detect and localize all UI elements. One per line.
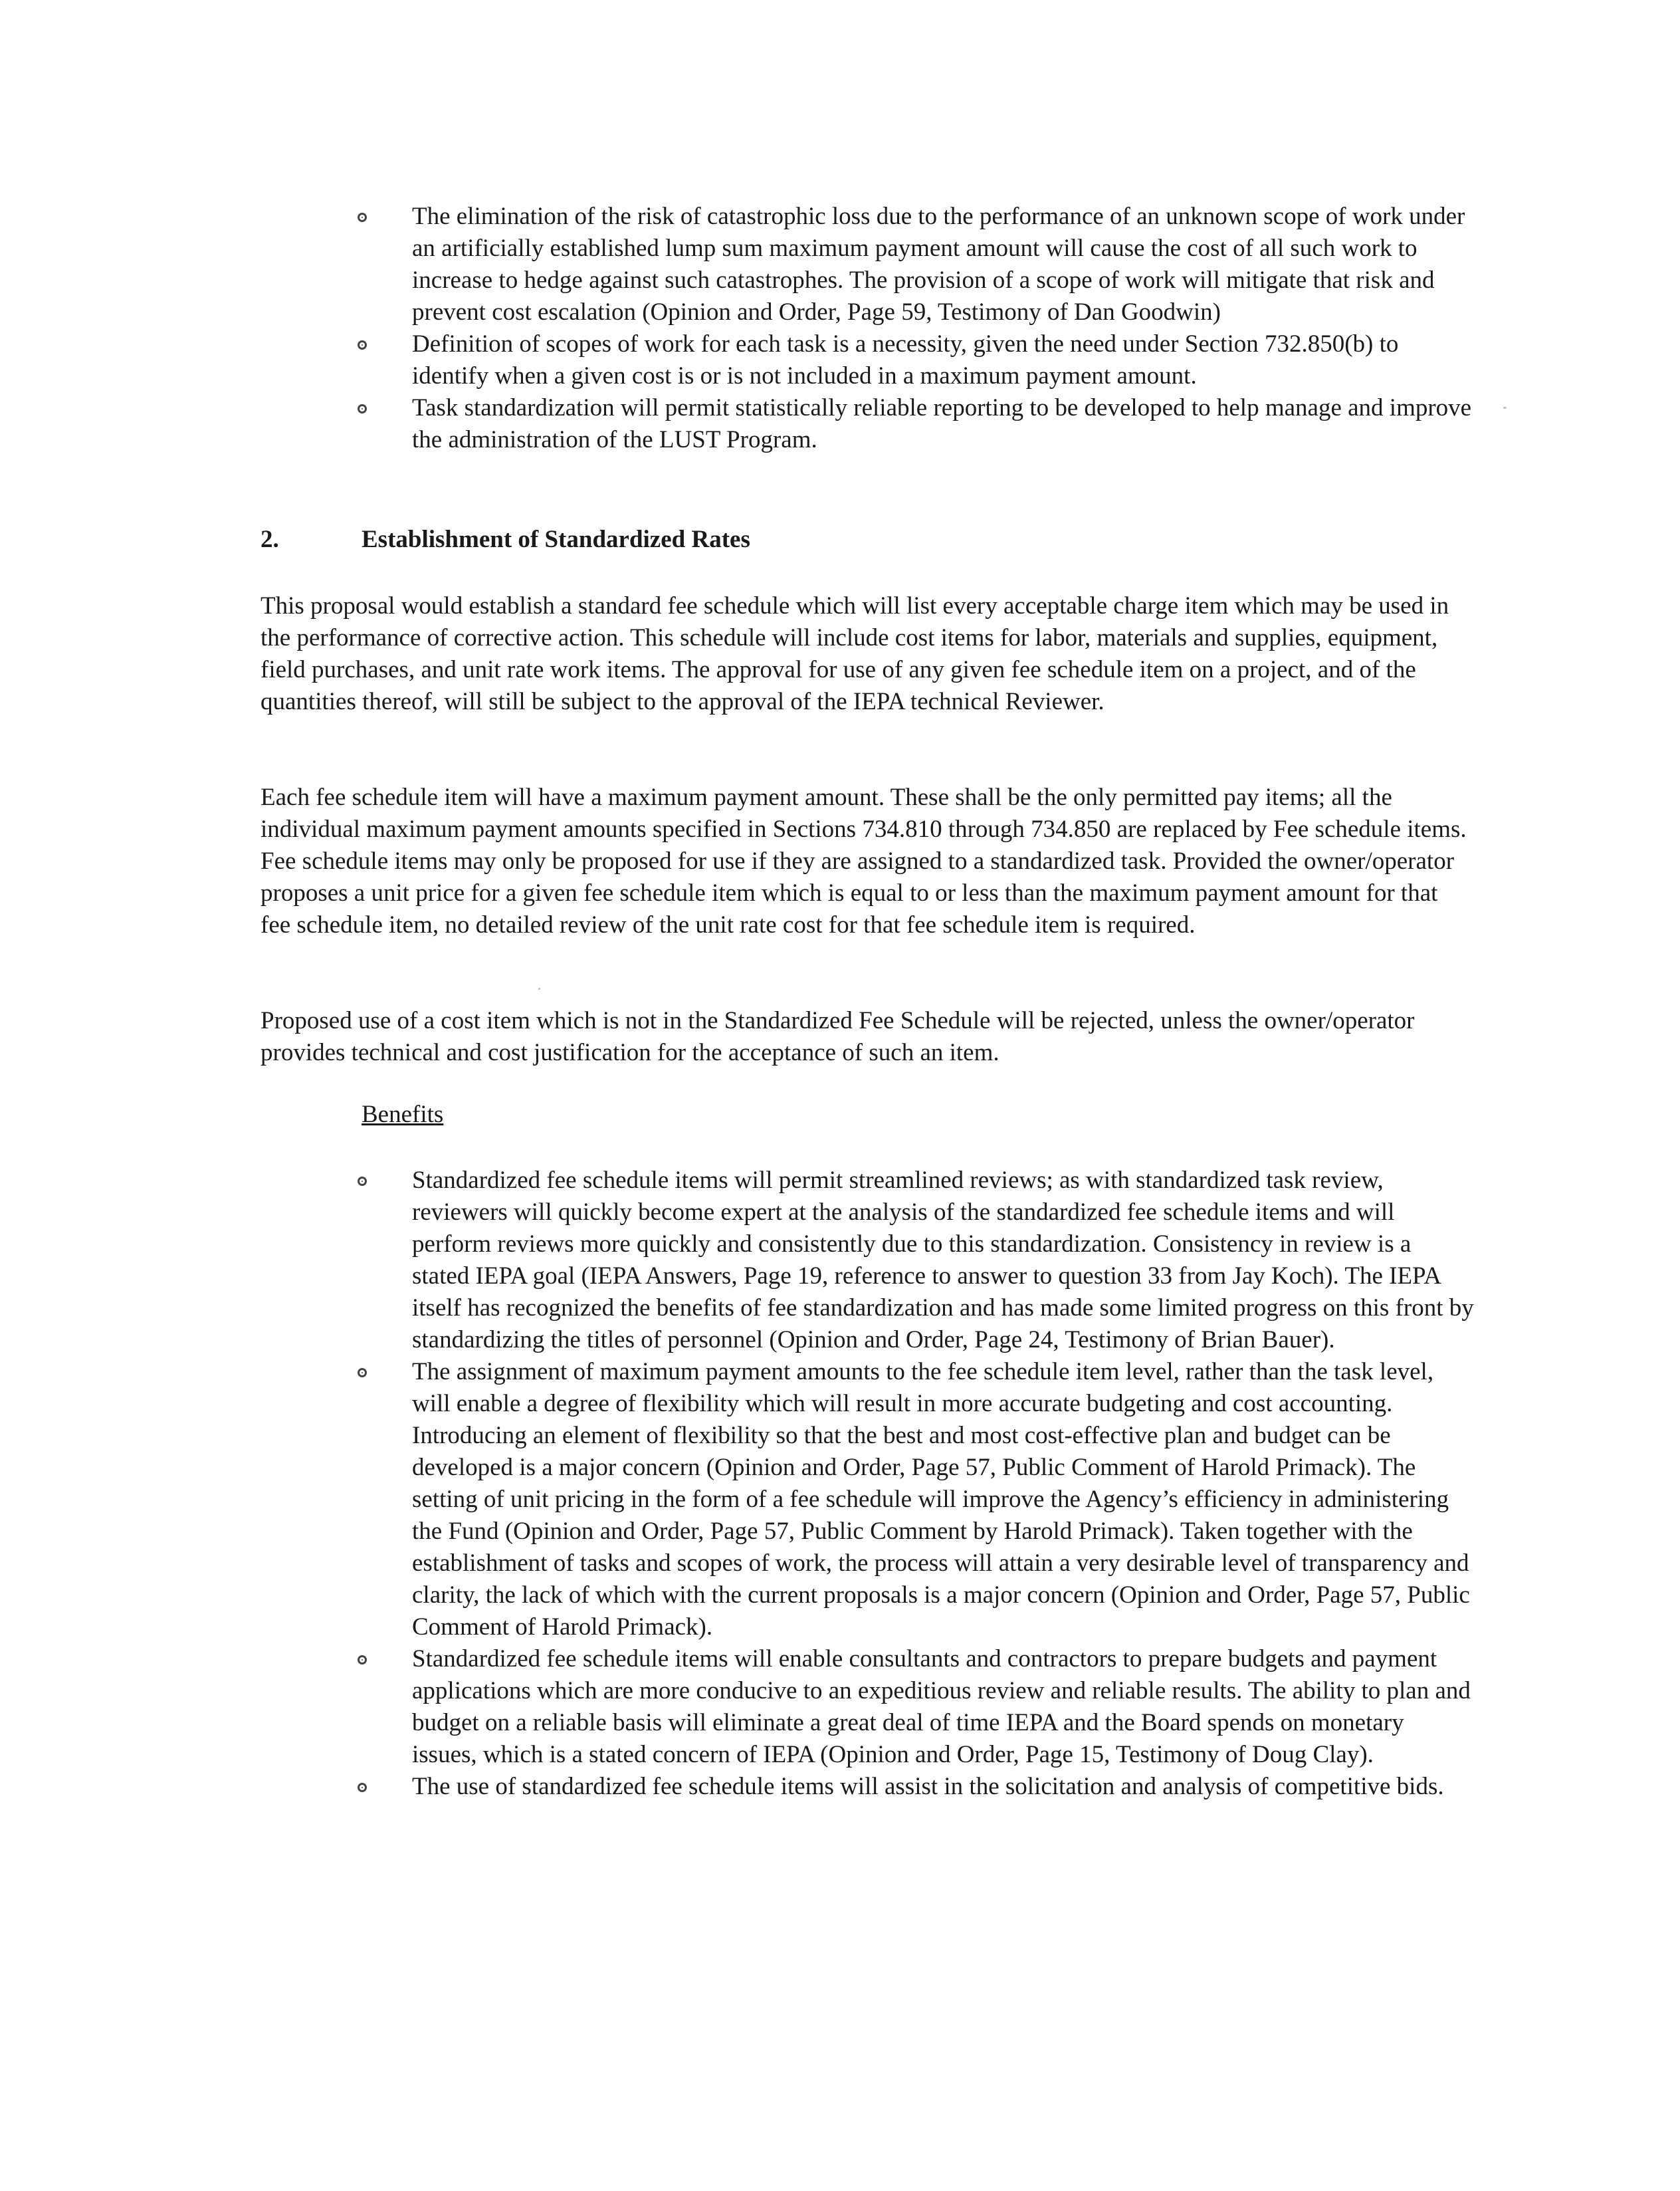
- paragraph: Each fee schedule item will have a maximum payment amount. These shall be the only permitted pay items; all the individual maximum payment amounts specified in Sections 734.810 through 734.850 are replaced by Fee schedule items. Fee schedule items may only be proposed for use if they are assigned to a standardized task. Provided the owner/operator proposes a unit price for a given fee schedule item which is equal to or less than the maximum payment amount for that fee schedule item, no detailed review of the unit rate cost for that fee schedule item is required.: [261, 784, 1467, 939]
- scan-speck: [1503, 407, 1507, 409]
- circle-bullet-icon: [358, 213, 367, 222]
- scan-speck: [538, 988, 540, 990]
- circle-bullet-icon: [358, 1368, 367, 1377]
- list-item: [358, 1165, 1474, 1356]
- list-item-text: The use of standardized fee schedule items will assist in the solicitation and analysis of competitive bids.: [412, 1773, 1444, 1800]
- section-title: Establishment of Standardized Rates: [362, 526, 750, 553]
- list-item: [358, 392, 1474, 456]
- paragraph: This proposal would establish a standard fee schedule which will list every acceptable charge item which may be used in the performance of corrective action. This schedule will include cost items for labor, materials and supplies, equipment, field purchases, and unit rate work items. The approval for use of any given fee schedule item on a project, and of the quantities thereof, will still be subject to the approval of the IEPA technical Reviewer.: [261, 592, 1449, 715]
- list-item-text: The assignment of maximum payment amounts to the fee schedule item level, rather than the task level, will enable a degree of flexibility which will result in more accurate budgeting and cost accounting. Introducing an element of flexibility so that the best and most cost-effective plan and budget can be developed is a major concern (Opinion and Order, Page 57, Public Comment of Harold Primack). The setting of unit pricing in the form of a fee schedule will improve the Agency’s efficiency in administering the Fund (Opinion and Order, Page 57, Public Comment by Harold Primack). Taken together with the establishment of tasks and scopes of work, the process will attain a very desirable level of transparency and clarity, the lack of which with the current proposals is a major concern (Opinion and Order, Page 57, Public Comment of Harold Primack).: [412, 1358, 1470, 1641]
- list-item: [358, 1771, 1474, 1803]
- top-bullet-list: [358, 201, 1474, 456]
- list-item: [358, 1643, 1474, 1771]
- list-item-text: The elimination of the risk of catastrophic loss due to the performance of an unknown scope of work under an artificially established lump sum maximum payment amount will cause the cost of all such work to increase to hedge against such catastrophes. The provision of a scope of work will mitigate that risk and prevent cost escalation (Opinion and Order, Page 59, Testimony of Dan Goodwin): [412, 203, 1465, 326]
- paragraph: Proposed use of a cost item which is not in the Standardized Fee Schedule will be rejected, unless the owner/operator provides technical and cost justification for the acceptance of such an item.: [261, 1007, 1415, 1066]
- section-number: 2.: [261, 526, 279, 553]
- list-item-text: Standardized fee schedule items will permit streamlined reviews; as with standardized task review, reviewers will quickly become expert at the analysis of the standardized fee schedule items and will perform reviews more quickly and consistently due to this standardization. Consistency in review is a stated IEPA goal (IEPA Answers, Page 19, reference to answer to question 33 from Jay Koch). The IEPA itself has recognized the benefits of fee standardization and has made some limited progress on this front by standardizing the titles of personnel (Opinion and Order, Page 24, Testimony of Brian Bauer).: [412, 1167, 1474, 1353]
- circle-bullet-icon: [358, 404, 367, 413]
- list-item-text: Task standardization will permit statistically reliable reporting to be developed to help manage and improve the administration of the LUST Program.: [412, 394, 1472, 453]
- circle-bullet-icon: [358, 340, 367, 350]
- benefits-heading: Benefits: [362, 1101, 444, 1128]
- list-item: [358, 201, 1474, 328]
- list-item: [358, 1356, 1474, 1643]
- list-item: [358, 328, 1474, 392]
- list-item-text: Definition of scopes of work for each task is a necessity, given the need under Section 732.850(b) to identify when a given cost is or is not included in a maximum payment amount.: [412, 330, 1399, 390]
- circle-bullet-icon: [358, 1177, 367, 1186]
- circle-bullet-icon: [358, 1655, 367, 1665]
- list-item-text: Standardized fee schedule items will enable consultants and contractors to prepare budgets and payment applications which are more conducive to an expeditious review and reliable results. The ability to plan and budget on a reliable basis will eliminate a great deal of time IEPA and the Board spends on monetary issues, which is a stated concern of IEPA (Opinion and Order, Page 15, Testimony of Doug Clay).: [412, 1645, 1471, 1768]
- benefit-bullet-list: [358, 1165, 1474, 1803]
- circle-bullet-icon: [358, 1783, 367, 1792]
